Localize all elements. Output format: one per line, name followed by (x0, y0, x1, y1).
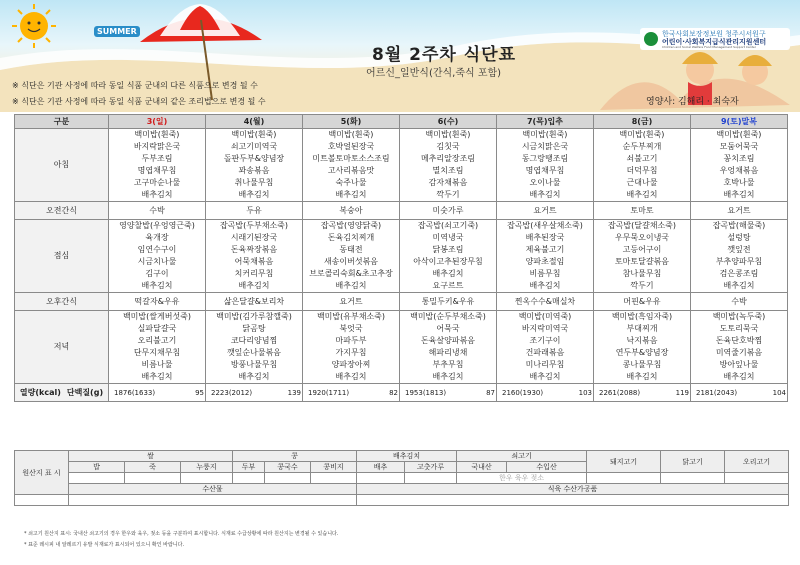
menu-item: 닭봉조림 (432, 245, 464, 254)
origin-title: 원산지 표 시 (15, 451, 69, 495)
menu-item: 명엽채무침 (137, 166, 177, 175)
menu-item: 모둠어묵국 (719, 142, 759, 151)
menu-item: 미트볼토마토소스조림 (312, 154, 390, 163)
menu-item: 배추김치 (141, 281, 173, 290)
menu-item: 배추김치 (529, 190, 561, 199)
menu-item: 배추김치 (723, 372, 755, 381)
menu-item: 취나물무침 (234, 178, 274, 187)
menu-item: 깍두기 (630, 281, 654, 290)
kcal-value: 2223(2012) (211, 388, 253, 397)
menu-cell (206, 129, 303, 202)
menu-item: 김구이 (145, 269, 169, 278)
menu-cell (206, 202, 303, 220)
org-line1: 한국사회보장정보원 청주시서원구 (662, 30, 766, 38)
menu-item: 명엽채무침 (525, 166, 565, 175)
nutritionist: 영양사: 김해리 · 최숙자 (646, 97, 739, 107)
menu-item: 백미밥(흰죽) (231, 130, 277, 139)
menu-item: 비름나물 (141, 360, 173, 369)
menu-item: 돈육김치찌개 (327, 233, 375, 242)
origin-sub: 두부 (233, 462, 265, 473)
menu-item: 방아잎나물 (719, 360, 759, 369)
menu-cell (109, 311, 206, 384)
menu-item: 잡곡밥(쇠고기죽) (417, 221, 479, 230)
menu-item: 콩나물무침 (622, 360, 662, 369)
meal-row (15, 129, 788, 202)
menu-item: 임연수구이 (137, 245, 177, 254)
menu-item: 머핀&우유 (623, 296, 661, 306)
menu-item: 시금치맑은국 (521, 142, 569, 151)
menu-item: 잡곡밥(영양닭죽) (320, 221, 382, 230)
origin-cell (357, 473, 405, 484)
origin-cell (725, 473, 789, 484)
menu-item: 깻잎전 (727, 245, 751, 254)
origin-beef-note: 한우 육우 젖소 (457, 473, 587, 484)
menu-item: 삶은달걀&보리차 (223, 296, 285, 306)
menu-item: 영양찰밥(우엉영근죽) (119, 221, 195, 230)
origin-table (14, 450, 789, 506)
protein-value: 139 (287, 388, 301, 397)
protein-value: 95 (195, 388, 204, 397)
menu-item: 두유 (246, 205, 262, 215)
protein-value: 103 (578, 388, 592, 397)
menu-cell (594, 293, 691, 311)
menu-item: 마파두부 (335, 336, 367, 345)
org-english-name: Children and Social Welfare Food Management Support Center (662, 45, 756, 49)
menu-cell (497, 220, 594, 293)
page-subtitle: 어르신_일반식(간식,죽식 포함) (366, 68, 502, 79)
menu-item: 더덕무침 (626, 166, 658, 175)
menu-item: 떡갈자&우유 (134, 296, 180, 306)
menu-item: 북엇국 (339, 324, 363, 333)
menu-item: 배추김치 (335, 190, 367, 199)
menu-item: 백미밥(미역죽) (518, 312, 572, 321)
menu-cell (303, 220, 400, 293)
menu-item: 백미밥(흰죽) (134, 130, 180, 139)
menu-item: 꽈송볶음 (238, 166, 270, 175)
menu-cell (303, 202, 400, 220)
menu-item: 배추김치 (626, 372, 658, 381)
menu-cell (303, 311, 400, 384)
menu-item: 두부조림 (141, 154, 173, 163)
menu-item: 어묵국 (436, 324, 460, 333)
menu-item: 백미밥(흰죽) (425, 130, 471, 139)
meal-label: 점심 (15, 220, 109, 293)
menu-item: 백미밥(흰죽) (328, 130, 374, 139)
day-header: 9(토)말복 (691, 115, 788, 129)
origin-duck: 오리고기 (725, 451, 789, 473)
kcal-cell (206, 384, 303, 402)
menu-item: 동그랑땡조림 (521, 154, 569, 163)
menu-item: 고등어구이 (622, 245, 662, 254)
menu-item: 토마토 (630, 205, 654, 215)
kcal-value: 1953(1813) (405, 388, 447, 397)
menu-item: 배추김치 (335, 281, 367, 290)
menu-cell (594, 220, 691, 293)
menu-item: 동태전 (339, 245, 363, 254)
menu-item: 새송이버섯볶음 (323, 257, 379, 266)
day-header: 6(수) (400, 115, 497, 129)
menu-item: 백미밥(흰죽) (716, 130, 762, 139)
menu-item: 바지락미역국 (521, 324, 569, 333)
menu-cell (400, 220, 497, 293)
origin-cell (265, 473, 311, 484)
menu-item: 메추리알장조림 (420, 154, 476, 163)
menu-item: 참나물무침 (622, 269, 662, 278)
menu-cell (303, 129, 400, 202)
menu-item: 찐옥수수&매실차 (514, 296, 576, 306)
menu-item: 미숫가루 (432, 205, 464, 215)
day-header: 3(일) (109, 115, 206, 129)
org-name: 어린이·사회복지급식관리지원센터 (662, 38, 767, 46)
menu-item: 배추김치 (141, 372, 173, 381)
day-header: 7(목)입추 (497, 115, 594, 129)
protein-value: 87 (486, 388, 495, 397)
origin-sub: 누룽지 (181, 462, 233, 473)
menu-item: 코다리양념찜 (230, 336, 278, 345)
menu-item: 도토리묵국 (719, 324, 759, 333)
menu-cell (109, 220, 206, 293)
menu-item: 수박 (149, 205, 165, 215)
menu-item: 바지락맑은국 (133, 142, 181, 151)
origin-beef: 쇠고기 (457, 451, 587, 462)
menu-item: 감자채볶음 (428, 178, 468, 187)
menu-item: 돈육짜장볶음 (230, 245, 278, 254)
menu-cell (400, 202, 497, 220)
menu-item: 배추된장국 (525, 233, 565, 242)
org-logo-icon (644, 32, 658, 46)
origin-rice: 쌀 (69, 451, 233, 462)
menu-item: 브로콜리숙회&초고추장 (309, 269, 393, 278)
note-substitution-1: ※ 식단은 기관 사정에 따라 동일 식품 군내의 다른 식품으로 변경 될 수 (12, 81, 258, 90)
origin-cell (233, 473, 265, 484)
menu-item: 미역줄기볶음 (715, 348, 763, 357)
origin-sub: 콩비지 (311, 462, 357, 473)
meal-row (15, 293, 788, 311)
menu-cell (497, 129, 594, 202)
menu-item: 양파초절임 (525, 257, 565, 266)
menu-cell (206, 220, 303, 293)
kcal-cell (691, 384, 788, 402)
kcal-value: 2261(2088) (599, 388, 641, 397)
menu-item: 복숭아 (339, 205, 363, 215)
menu-cell (691, 220, 788, 293)
menu-item: 호박나물 (723, 178, 755, 187)
menu-item: 시래기된장국 (230, 233, 278, 242)
menu-item: 배추김치 (238, 281, 270, 290)
footer-note-1: * 쇠고기 원산지 표시: 국내산 쇠고기의 경우 한우와 육우, 젖소 등을 구분하여 표시합니다. 식재료 수급상황에 따라 원산지는 변경될 수 있습니다. (24, 531, 339, 537)
origin-pork: 돼지고기 (587, 451, 661, 473)
menu-item: 김칫국 (436, 142, 460, 151)
origin-sub: 콩국수 (265, 462, 311, 473)
org-badge (640, 28, 790, 50)
kcal-cell (303, 384, 400, 402)
menu-item: 비름무침 (529, 269, 561, 278)
menu-item: 배추김치 (626, 190, 658, 199)
kcal-row (15, 384, 788, 402)
menu-cell (691, 129, 788, 202)
menu-item: 배추김치 (432, 372, 464, 381)
kcal-value: 2181(2043) (696, 388, 738, 397)
day-header: 4(월) (206, 115, 303, 129)
menu-item: 수박 (731, 296, 747, 306)
menu-item: 배추김치 (723, 190, 755, 199)
menu-item: 요거트 (533, 205, 557, 215)
meal-label: 아침 (15, 129, 109, 202)
protein-value: 82 (389, 388, 398, 397)
menu-cell (206, 311, 303, 384)
origin-seafood: 수산물 (69, 484, 357, 495)
kcal-value: 2160(1930) (502, 388, 544, 397)
kcal-cell (497, 384, 594, 402)
menu-item: 오리불고기 (137, 336, 177, 345)
menu-cell (400, 129, 497, 202)
origin-cell (125, 473, 181, 484)
protein-value: 119 (675, 388, 689, 397)
menu-item: 우무묵오이냉국 (614, 233, 670, 242)
origin-cell (69, 495, 357, 506)
menu-item: 양파장아찌 (331, 360, 371, 369)
menu-item: 치커리무침 (234, 269, 274, 278)
menu-item: 순두부찌개 (622, 142, 662, 151)
menu-item: 아삭이고추된장무침 (413, 257, 483, 266)
day-header: 5(화) (303, 115, 400, 129)
menu-item: 오이나물 (529, 178, 561, 187)
menu-item: 백미밥(김가루참깰죽) (216, 312, 292, 321)
menu-item: 검은콩조림 (719, 269, 759, 278)
menu-cell (691, 293, 788, 311)
menu-item: 배추김치 (529, 372, 561, 381)
meal-label: 저녁 (15, 311, 109, 384)
menu-cell (594, 129, 691, 202)
menu-item: 가지무침 (335, 348, 367, 357)
menu-cell (691, 311, 788, 384)
menu-item: 쇠고기미역국 (230, 142, 278, 151)
origin-cell (69, 473, 125, 484)
menu-item: 잡곡밥(두부채소죽) (219, 221, 289, 230)
origin-sub: 수입산 (507, 462, 587, 473)
origin-cell (405, 473, 457, 484)
header-banner (0, 0, 800, 112)
menu-item: 토마토달걀볶음 (614, 257, 670, 266)
kcal-title: 열량(kcal) (19, 387, 61, 397)
menu-item: 우엉채볶음 (719, 166, 759, 175)
menu-item: 요거트 (727, 205, 751, 215)
menu-item: 부대찌개 (626, 324, 658, 333)
origin-cell (357, 495, 789, 506)
footer-note-2: * 표준 레시피 내 알레르기 유발 식재료가 표시되어 있으니 확인 바랍니다. (24, 542, 185, 548)
menu-cell (497, 311, 594, 384)
protein-title: 단백질(g) (66, 387, 104, 397)
menu-cell (594, 202, 691, 220)
menu-item: 꽁치조림 (723, 154, 755, 163)
menu-item: 배추김치 (529, 281, 561, 290)
menu-item: 단무지채무침 (133, 348, 181, 357)
menu-item: 백미밥(흰죽) (619, 130, 665, 139)
menu-item: 백미밥(흰죽) (522, 130, 568, 139)
menu-cell (497, 202, 594, 220)
menu-item: 숙주나물 (335, 178, 367, 187)
menu-item: 고구마순나물 (133, 178, 181, 187)
menu-item: 배추김치 (432, 269, 464, 278)
menu-item: 배추김치 (723, 281, 755, 290)
origin-sub: 고춧가루 (405, 462, 457, 473)
kcal-cell (400, 384, 497, 402)
menu-item: 백미밥(녹두죽) (712, 312, 766, 321)
menu-item: 낙지볶음 (626, 336, 658, 345)
menu-item: 닭곰탕 (242, 324, 266, 333)
menu-cell (109, 293, 206, 311)
menu-cell (691, 202, 788, 220)
menu-item: 조기구이 (529, 336, 561, 345)
menu-item: 육개장 (145, 233, 169, 242)
page-title: 8월 2주차 식단표 (372, 45, 517, 65)
menu-item: 잡곡밥(달걀채소죽) (607, 221, 677, 230)
menu-item: 연두부&양념장 (615, 348, 669, 357)
menu-item: 요구르트 (432, 281, 464, 290)
menu-item: 백미밥(흑임자죽) (611, 312, 673, 321)
menu-item: 방풍나물무침 (230, 360, 278, 369)
menu-item: 부추양파무침 (715, 257, 763, 266)
origin-sub: 배추 (357, 462, 405, 473)
menu-item: 요거트 (339, 296, 363, 306)
menu-item: 백미밥(순두부채소죽) (410, 312, 486, 321)
note-substitution-2: ※ 식단은 기관 사정에 따라 동일 식품 군내의 같은 조리법으로 변경 될 수 (12, 97, 266, 106)
meal-row (15, 220, 788, 293)
menu-item: 깍두기 (436, 190, 460, 199)
menu-item: 돌판두부&양념장 (223, 154, 285, 163)
menu-item: 백미밥(유부채소죽) (316, 312, 386, 321)
origin-cell (661, 473, 725, 484)
menu-item: 잡곡밥(해물죽) (712, 221, 766, 230)
meal-label: 오전간식 (15, 202, 109, 220)
origin-sub: 국내산 (457, 462, 507, 473)
menu-item: 미나리무침 (525, 360, 565, 369)
meal-row (15, 311, 788, 384)
protein-value: 104 (772, 388, 786, 397)
menu-item: 제육불고기 (525, 245, 565, 254)
menu-cell (109, 129, 206, 202)
menu-item: 근대나물 (626, 178, 658, 187)
menu-item: 멸치조림 (432, 166, 464, 175)
menu-table (14, 114, 788, 402)
origin-cabbage: 배추김치 (357, 451, 457, 462)
menu-item: 배추김치 (238, 372, 270, 381)
kcal-label (15, 384, 109, 402)
menu-cell (400, 293, 497, 311)
menu-item: 돈육단호박찜 (715, 336, 763, 345)
meal-row (15, 202, 788, 220)
origin-sub: 밥 (69, 462, 125, 473)
menu-item: 해파리냉채 (428, 348, 468, 357)
col-header-label: 구분 (15, 115, 109, 129)
menu-cell (497, 293, 594, 311)
kcal-value: 1920(1711) (308, 388, 350, 397)
origin-cell (587, 473, 661, 484)
menu-item: 배추김치 (335, 372, 367, 381)
summer-sign: SUMMER (94, 26, 140, 37)
menu-item: 건파래볶음 (525, 348, 565, 357)
origin-chicken: 닭고기 (661, 451, 725, 473)
menu-item: 돈육살양파볶음 (420, 336, 476, 345)
origin-cell (311, 473, 357, 484)
origin-cell (15, 495, 69, 506)
menu-item: 시금치나물 (137, 257, 177, 266)
origin-agri: 식육 수산가공품 (357, 484, 789, 495)
menu-item: 잡곡밥(새우살채소죽) (507, 221, 583, 230)
menu-item: 설렁탕 (727, 233, 751, 242)
kcal-value: 1876(1633) (114, 388, 156, 397)
origin-cell (181, 473, 233, 484)
menu-item: 쇠불고기 (626, 154, 658, 163)
day-header-row (15, 115, 788, 129)
origin-bean: 콩 (233, 451, 357, 462)
menu-item: 통밀두키&우유 (421, 296, 475, 306)
menu-item: 배추김치 (238, 190, 270, 199)
menu-item: 어묵채볶음 (234, 257, 274, 266)
menu-item: 미역냉국 (432, 233, 464, 242)
origin-sub: 죽 (125, 462, 181, 473)
kcal-cell (109, 384, 206, 402)
menu-cell (594, 311, 691, 384)
menu-cell (400, 311, 497, 384)
menu-item: 부추무침 (432, 360, 464, 369)
menu-item: 호박얼된장국 (327, 142, 375, 151)
menu-item: 배추김치 (141, 190, 173, 199)
menu-item: 고사리볶음맛 (327, 166, 375, 175)
menu-cell (109, 202, 206, 220)
menu-cell (206, 293, 303, 311)
menu-cell (303, 293, 400, 311)
meal-label: 오후간식 (15, 293, 109, 311)
menu-item: 실파달걀국 (137, 324, 177, 333)
menu-item: 깻잎순나물볶음 (226, 348, 282, 357)
menu-item: 백미밥(쌀게버섯죽) (122, 312, 192, 321)
day-header: 8(금) (594, 115, 691, 129)
kcal-cell (594, 384, 691, 402)
